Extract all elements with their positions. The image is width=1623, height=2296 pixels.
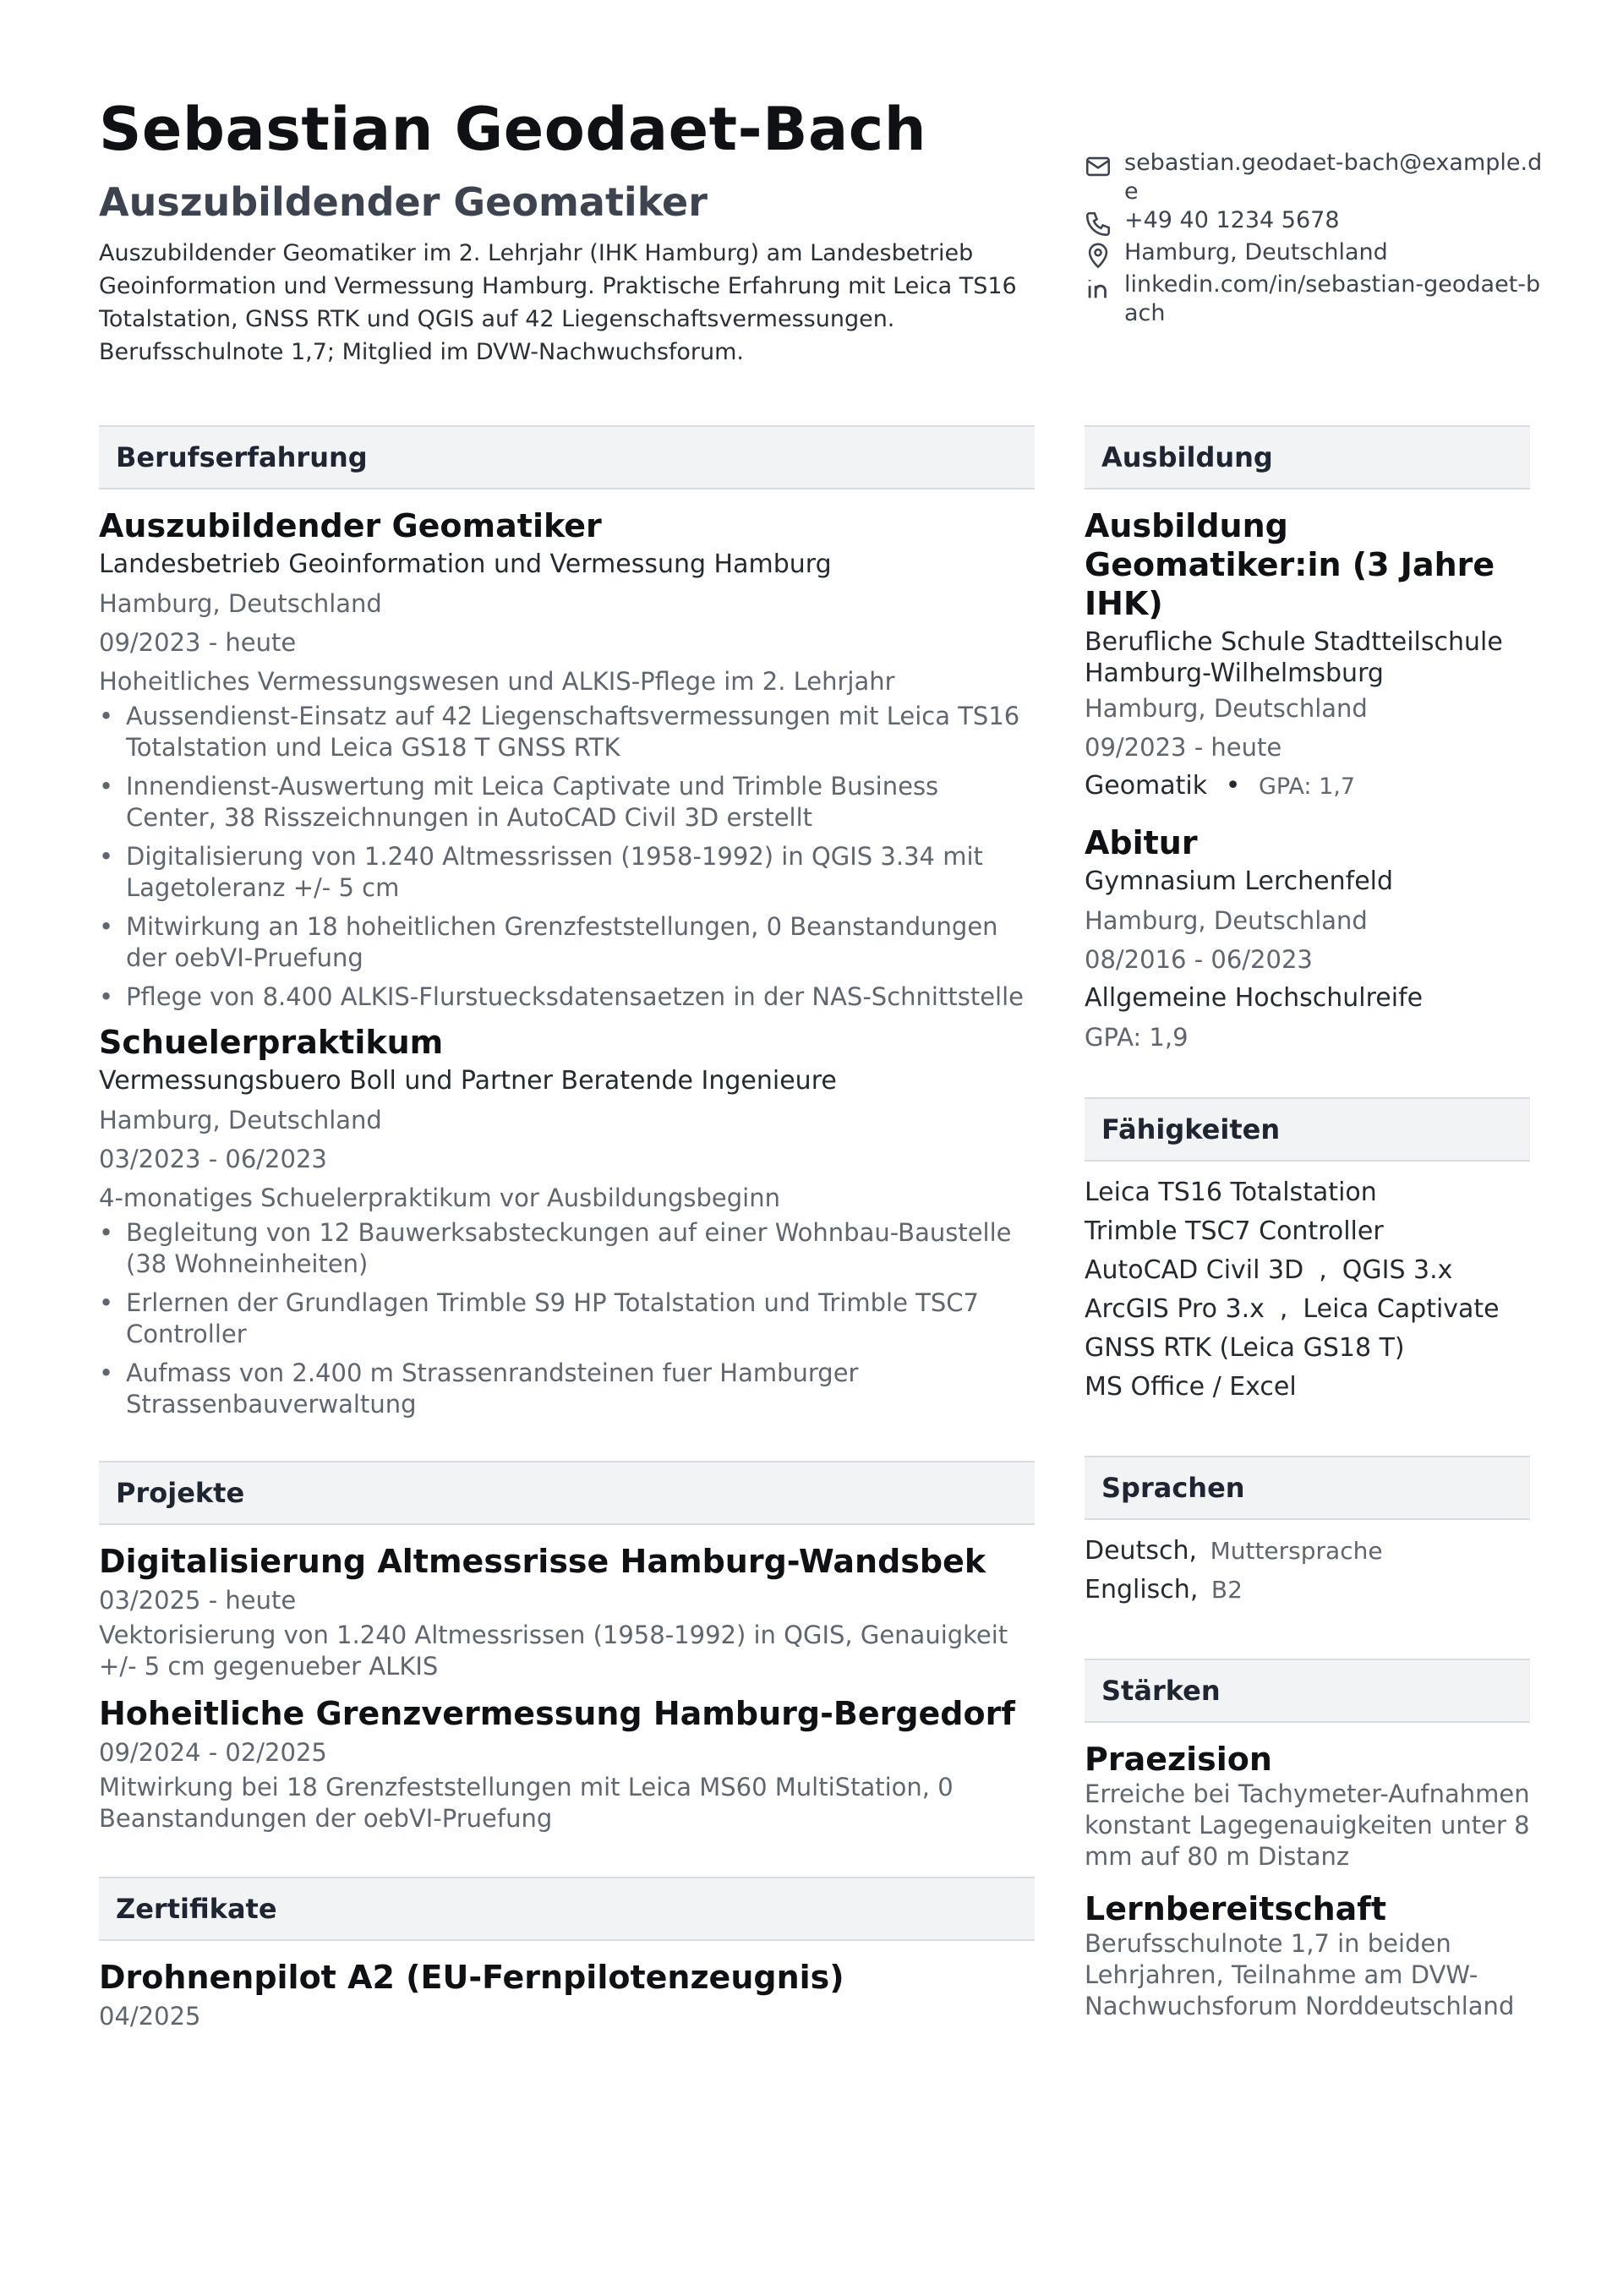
- job-bullets: [99, 1217, 1035, 1420]
- education-field: Allgemeine Hochschulreife: [1085, 983, 1424, 1013]
- language-item: [1085, 1532, 1530, 1571]
- skill-separator: ,: [1319, 1255, 1327, 1285]
- section-header-experience: Berufserfahrung: [99, 425, 1035, 489]
- certificate-title: Drohnenpilot A2 (EU-Fernpilotenzeugnis): [99, 1959, 844, 1996]
- education-dates: 08/2016 - 06/2023: [1085, 945, 1313, 974]
- degree-title: Abitur: [1085, 824, 1198, 861]
- list-item: • Mitwirkung an 18 hoheitlichen Grenzfeststellungen, 0 Beanstandungen der oebVI-Pruefung: [99, 911, 1035, 974]
- contact-phone[interactable]: [1084, 206, 1549, 238]
- list-item: • Erlernen der Grundlagen Trimble S9 HP Totalstation und Trimble TSC7 Controller: [99, 1287, 1035, 1350]
- section-header-strengths: Stärken: [1085, 1659, 1530, 1723]
- skill-item: ArcGIS Pro 3.x: [1085, 1294, 1265, 1324]
- list-item: • Aufmass von 2.400 m Strassenrandsteinen fuer Hamburger Strassenbauverwaltung: [99, 1358, 1035, 1420]
- list-item: • Digitalisierung von 1.240 Altmessrissen (1958-1992) in QGIS 3.34 mit Lagetoleranz +/- 5 cm: [99, 841, 1035, 904]
- email-text: sebastian.geodaet-bach@example.de: [1124, 150, 1543, 205]
- linkedin-text: linkedin.com/in/sebastian-geodaet-bach: [1124, 271, 1541, 326]
- school-location: Hamburg, Deutschland: [1085, 694, 1368, 723]
- language-level: B2: [1210, 1576, 1243, 1604]
- job-title: Schuelerpraktikum: [99, 1024, 444, 1061]
- right-column: [1085, 425, 1530, 2022]
- job-summary: Hoheitliches Vermessungswesen und ALKIS-Pflege im 2. Lehrjahr: [99, 667, 895, 696]
- contact-block: [1084, 149, 1549, 328]
- job-company: Vermessungsbuero Boll und Partner Beratende Ingenieure: [99, 1066, 837, 1096]
- list-item: • Aussendienst-Einsatz auf 42 Liegenschaftsvermessungen mit Leica TS16 Totalstation und Leica GS18 T GNSS RTK: [99, 701, 1035, 763]
- strength-description: Berufsschulnote 1,7 in beiden Lehrjahren, Teilnahme am DVW-Nachwuchsforum Norddeutschland: [1085, 1929, 1515, 2020]
- language-level: Muttersprache: [1210, 1537, 1383, 1565]
- school-name: Gymnasium Lerchenfeld: [1085, 866, 1394, 896]
- skill-item: Trimble TSC7 Controller: [1085, 1216, 1384, 1246]
- separator-dot: •: [1225, 771, 1241, 801]
- certificate-entry: [99, 1958, 1035, 2036]
- project-description: Vektorisierung von 1.240 Altmessrissen (1958-1992) in QGIS, Genauigkeit +/- 5 cm gegenueber ALKIS: [99, 1621, 1008, 1681]
- section-header-education: Ausbildung: [1085, 425, 1530, 489]
- candidate-name: Sebastian Geodaet-Bach: [99, 95, 927, 164]
- education-field-row: [1085, 767, 1530, 806]
- certificate-date: 04/2025: [99, 2002, 201, 2031]
- strength-entry-1: [1085, 1740, 1530, 1872]
- job-company: Landesbetrieb Geoinformation und Vermessung Hamburg: [99, 549, 832, 579]
- strength-title: Praezision: [1085, 1741, 1272, 1778]
- list-item: • Innendienst-Auswertung mit Leica Captivate und Trimble Business Center, 38 Risszeichnungen in AutoCAD Civil 3D erstellt: [99, 771, 1035, 834]
- degree-title: Ausbildung Geomatiker:in (3 Jahre IHK): [1085, 507, 1495, 622]
- job-bullets: [99, 701, 1035, 1013]
- project-entry-2: [99, 1694, 1035, 1834]
- location-pin-icon: [1084, 242, 1114, 271]
- job-dates: 03/2023 - 06/2023: [99, 1145, 327, 1173]
- strength-entry-2: [1085, 1889, 1530, 2022]
- skill-item: AutoCAD Civil 3D: [1085, 1255, 1304, 1285]
- list-item: • Pflege von 8.400 ALKIS-Flurstuecksdatensaetzen in der NAS-Schnittstelle: [99, 981, 1035, 1013]
- project-description: Mitwirkung bei 18 Grenzfeststellungen mit Leica MS60 MultiStation, 0 Beanstandungen der oebVI-Pruefung: [99, 1773, 954, 1833]
- phone-text: +49 40 1234 5678: [1124, 207, 1340, 233]
- skill-item: MS Office / Excel: [1085, 1372, 1297, 1402]
- job-location: Hamburg, Deutschland: [99, 589, 382, 618]
- section-header-projects: Projekte: [99, 1461, 1035, 1525]
- skill-row: [1085, 1290, 1530, 1329]
- strength-title: Lernbereitschaft: [1085, 1890, 1386, 1927]
- project-dates: 09/2024 - 02/2025: [99, 1738, 327, 1767]
- school-location: Hamburg, Deutschland: [1085, 906, 1368, 935]
- list-item: • Begleitung von 12 Bauwerksabsteckungen auf einer Wohnbau-Baustelle (38 Wohneinheiten): [99, 1217, 1035, 1280]
- skill-item: Leica TS16 Totalstation: [1085, 1178, 1377, 1207]
- education-entry-1: [1085, 506, 1530, 806]
- job-dates: 09/2023 - heute: [99, 628, 297, 657]
- skill-separator: ,: [1279, 1294, 1288, 1324]
- job-title: Auszubildender Geomatiker: [99, 507, 602, 544]
- section-header-certificates: Zertifikate: [99, 1877, 1035, 1941]
- education-dates: 09/2023 - heute: [1085, 733, 1282, 762]
- phone-icon: [1084, 210, 1114, 238]
- skill-item: Leica Captivate: [1303, 1294, 1500, 1324]
- education-entry-2: [1085, 823, 1530, 1057]
- project-dates: 03/2025 - heute: [99, 1586, 297, 1615]
- left-column: [99, 425, 1035, 2036]
- location-text: Hamburg, Deutschland: [1124, 239, 1388, 265]
- education-field: Geomatik: [1085, 771, 1208, 801]
- skill-row: [1085, 1251, 1530, 1290]
- profile-summary: Auszubildender Geomatiker im 2. Lehrjahr (IHK Hamburg) am Landesbetrieb Geoinformation und Vermessung Hamburg. Praktische Erfahrung mit Leica TS16 Totalstation, GNSS RTK und QGIS auf 42 Liegenschaftsvermessungen. Berufsschulnote 1,7; Mitglied im DVW-Nachwuchsforum.: [99, 240, 1017, 365]
- strength-description: Erreiche bei Tachymeter-Aufnahmen konstant Lagegenauigkeiten unter 8 mm auf 80 m Distanz: [1085, 1779, 1530, 1871]
- contact-location: [1084, 238, 1549, 271]
- skill-item: QGIS 3.x: [1342, 1255, 1453, 1285]
- language-item: [1085, 1571, 1530, 1610]
- contact-email[interactable]: [1084, 149, 1549, 206]
- project-entry-1: [99, 1542, 1035, 1682]
- project-title: Digitalisierung Altmessrisse Hamburg-Wandsbek: [99, 1543, 986, 1580]
- education-gpa: GPA: 1,9: [1085, 1023, 1189, 1052]
- education-gpa: GPA: 1,7: [1258, 774, 1356, 800]
- languages-list: [1085, 1532, 1530, 1610]
- school-name: Berufliche Schule Stadtteilschule Hamburg-Wilhelmsburg: [1085, 627, 1503, 688]
- section-header-skills: Fähigkeiten: [1085, 1097, 1530, 1162]
- candidate-role: Auszubildender Geomatiker: [99, 179, 708, 225]
- experience-entry-2: [99, 1023, 1035, 1420]
- experience-entry-1: [99, 506, 1035, 1013]
- job-summary: 4-monatiges Schuelerpraktikum vor Ausbildungsbeginn: [99, 1184, 780, 1212]
- contact-linkedin[interactable]: [1084, 271, 1549, 328]
- skill-item: GNSS RTK (Leica GS18 T): [1085, 1333, 1405, 1363]
- section-header-languages: Sprachen: [1085, 1456, 1530, 1520]
- language-name: Deutsch,: [1085, 1536, 1198, 1566]
- project-title: Hoheitliche Grenzvermessung Hamburg-Bergedorf: [99, 1695, 1015, 1732]
- language-name: Englisch,: [1085, 1575, 1199, 1604]
- job-location: Hamburg, Deutschland: [99, 1106, 382, 1134]
- skills-list: [1085, 1173, 1530, 1407]
- mail-icon: [1084, 152, 1114, 181]
- linkedin-icon: [1084, 274, 1114, 303]
